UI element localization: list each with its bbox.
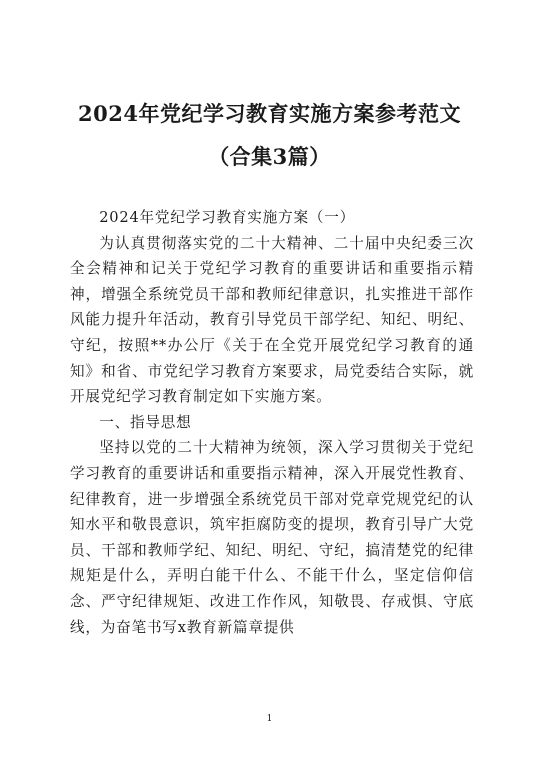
page-number: 1 — [266, 714, 273, 724]
section-heading: 一、指导思想 — [99, 413, 192, 431]
document-title: 2024年党纪学习教育实施方案参考范文 — [78, 101, 461, 126]
document-title-subtitle: （合集3篇） — [208, 144, 331, 169]
section-subtitle: 2024年党纪学习教育实施方案（一） — [99, 209, 356, 226]
section-paragraph: 坚持以党的二十大精神为统领，深入学习贯彻关于党纪学习教育的重要讲话和重要指示精神，深入开展党性教育、纪律教育，进一步增强全系统党员干部对党章党规党纪的认知水平和敬畏意识，筑牢拒腐防变的提坝，教育引导广大党员、干部和教师学纪、知纪、明纪、守纪，搞清楚党的纪律规矩是什么，弄明白能干什么、不能干什么，坚定信仰信念、严守纪律规矩、改进工作作风，知敬畏、存戒惧、守底线，为奋笔书写x教育新篇章提供 — [70, 439, 474, 636]
document-body — [70, 205, 474, 640]
intro-paragraph: 为认真贯彻落实党的二十大精神、二十届中央纪委三次全会精神和记关于党纪学习教育的重要讲话和重要指示精神，增强全系统党员干部和教师纪律意识，扎实推进干部作风能力提升年活动，教育引导党员干部学纪、知纪、明纪、守纪，按照**办公厅《关于在全党开展党纪学习教育的通知》和省、市党纪学习教育方案要求，局党委结合实际，就开展党纪学习教育制定如下实施方案。 — [70, 234, 474, 406]
